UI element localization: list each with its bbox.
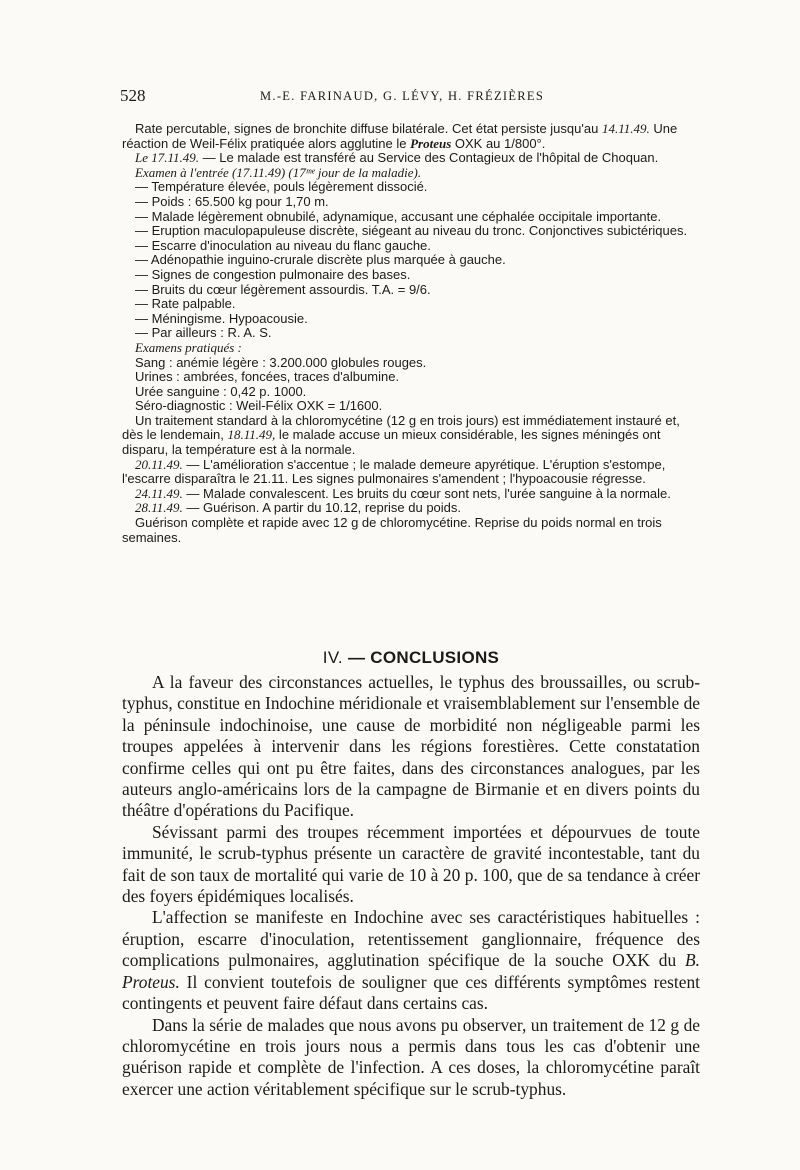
finding-item: — Rate palpable.: [135, 296, 236, 312]
conclusion-paragraph: A la faveur des circonstances actuelles, le typhus des broussailles, ou scrub-typhus, constitue en Indochine méridionale et vraisemblablement sur l'ensemble de la péninsule indochinoise, une cause de morbidité non négligeable parmi les troupes appelées à intervenir dans les régions forestières. Cette constatation confirme celles qui ont pu être faites, dans des circonstances analogues, par les auteurs anglo-américains lors de la campagne de Birmanie et en divers points du théâtre d'opérations du Pacifique.: [122, 672, 700, 821]
paragraph-day-20: [122, 458, 700, 487]
finding-item: — Malade légèrement obnubilé, adynamique, accusant une céphalée occipitale importante.: [135, 208, 662, 224]
clinical-observation: [122, 122, 700, 545]
date: 20.11.49.: [135, 456, 183, 472]
lab-result: Séro-diagnostic : Weil-Félix OXK = 1/1600.: [135, 398, 383, 414]
paragraph-bronchitis: [122, 122, 700, 151]
finding-item: — Eruption maculopapuleuse discrète, siégeant au niveau du tronc. Conjonctives subictériques.: [135, 223, 688, 239]
text: — Le malade est transféré au Service des Contagieux de l'hôpital de Choquan.: [199, 150, 659, 166]
paragraph-outcome: Guérison complète et rapide avec 12 g de chloromycétine. Reprise du poids normal en trois semaines.: [122, 515, 662, 545]
conclusion-paragraph: Dans la série de malades que nous avons pu observer, un traitement de 12 g de chloromycétine en trois jours nous a permis dans tous les cas d'obtenir une guérison rapide et complète de l'infection. A ces doses, la chloromycétine paraît exercer une action véritablement spécifique sur le scrub-typhus.: [122, 1014, 700, 1099]
finding-item: — Par ailleurs : R. A. S.: [135, 325, 272, 341]
conclusion-paragraph: Sévissant parmi des troupes récemment importées et dépourvues de toute immunité, le scrub-typhus présente un caractère de gravité incontestable, tant du fait de son taux de mortalité qui varie de 10 à 20 p. 100, que de sa tendance à créer des foyers épidémiques localisés.: [122, 821, 700, 907]
date: 24.11.49.: [135, 485, 183, 501]
text: Une réaction de Weil-Félix pratiquée alors agglutine le: [122, 121, 678, 151]
text: OXK au 1/800°.: [451, 135, 546, 151]
lab-result: Urée sanguine : 0,42 p. 1000.: [135, 383, 307, 399]
text: Il convient toutefois de souligner que ces différents symptômes restent contingents et peuvent faire défaut dans certains cas.: [122, 971, 700, 1014]
section-number: IV.: [322, 648, 343, 667]
section-title: — CONCLUSIONS: [347, 648, 500, 667]
finding-item: — Méningisme. Hypoacousie.: [135, 310, 308, 326]
conclusion-paragraph: [122, 907, 700, 1014]
proteus-term: B. Proteus.: [122, 950, 700, 992]
paragraph-day-28: [122, 501, 700, 516]
page-number: 528: [120, 86, 146, 105]
text: — Guérison. A partir du 10.12, reprise du poids.: [182, 500, 462, 516]
text: — L'amélioration s'accentue ; le malade demeure apyrétique. L'éruption s'estompe, l'escarre disparaîtra le 21.11. Les signes pulmonaires s'amendent ; l'hypoacousie régresse.: [122, 456, 666, 487]
lab-result: Urines : ambrées, foncées, traces d'albumine.: [135, 369, 400, 385]
text: Rate percutable, signes de bronchite diffuse bilatérale. Cet état persiste jusqu'au: [135, 121, 599, 136]
text: Un traitement standard à la chloromycétine (12 g en trois jours) est immédiatement instauré et, dès le lendemain,: [122, 412, 680, 443]
text: le malade accuse un mieux considérable, les signes méningés ont disparu, la température est à la normale.: [122, 427, 661, 458]
proteus-term: Proteus: [410, 135, 452, 151]
finding-item: — Signes de congestion pulmonaire des bases.: [135, 266, 411, 282]
conclusions-body: [122, 672, 700, 1100]
date: Le 17.11.49.: [135, 150, 200, 166]
paragraph-transfer: [122, 151, 700, 166]
text: L'affection se manifeste en Indochine avec ses caractéristiques habituelles : éruption, escarre d'inoculation, retentissement ganglionnaire, fréquence des complications pulmonaires, agglutination spécifique de la souche OXK du: [122, 907, 700, 971]
exam-entry-title: Examen à l'entrée (17.11.49) (17ᵐᵉ jour de la maladie).: [135, 164, 422, 180]
finding-item: — Adénopathie inguino-crurale discrète plus marquée à gauche.: [135, 252, 506, 268]
running-head: [120, 86, 700, 108]
lab-result: Sang : anémie légère : 3.200.000 globules rouges.: [135, 354, 427, 370]
date: 28.11.49.: [135, 500, 183, 516]
date: 14.11.49.: [601, 121, 650, 136]
finding-item: — Poids : 65.500 kg pour 1,70 m.: [135, 193, 329, 209]
finding-item: — Température élevée, pouls légèrement dissocié.: [135, 179, 428, 195]
exams-title: Examens pratiqués :: [135, 339, 242, 355]
section-heading: [122, 648, 700, 668]
finding-item: — Bruits du cœur légèrement assourdis. T.A. = 9/6.: [135, 281, 431, 297]
date: 18.11.49,: [227, 427, 276, 443]
finding-item: — Escarre d'inoculation au niveau du flanc gauche.: [135, 237, 431, 253]
text: — Malade convalescent. Les bruits du cœur sont nets, l'urée sanguine à la normale.: [182, 485, 671, 501]
paragraph-day-24: [122, 487, 700, 502]
authors-header: M.-E. FARINAUD, G. LÉVY, H. FRÉZIÈRES: [260, 89, 545, 103]
paragraph-treatment: [122, 414, 700, 458]
